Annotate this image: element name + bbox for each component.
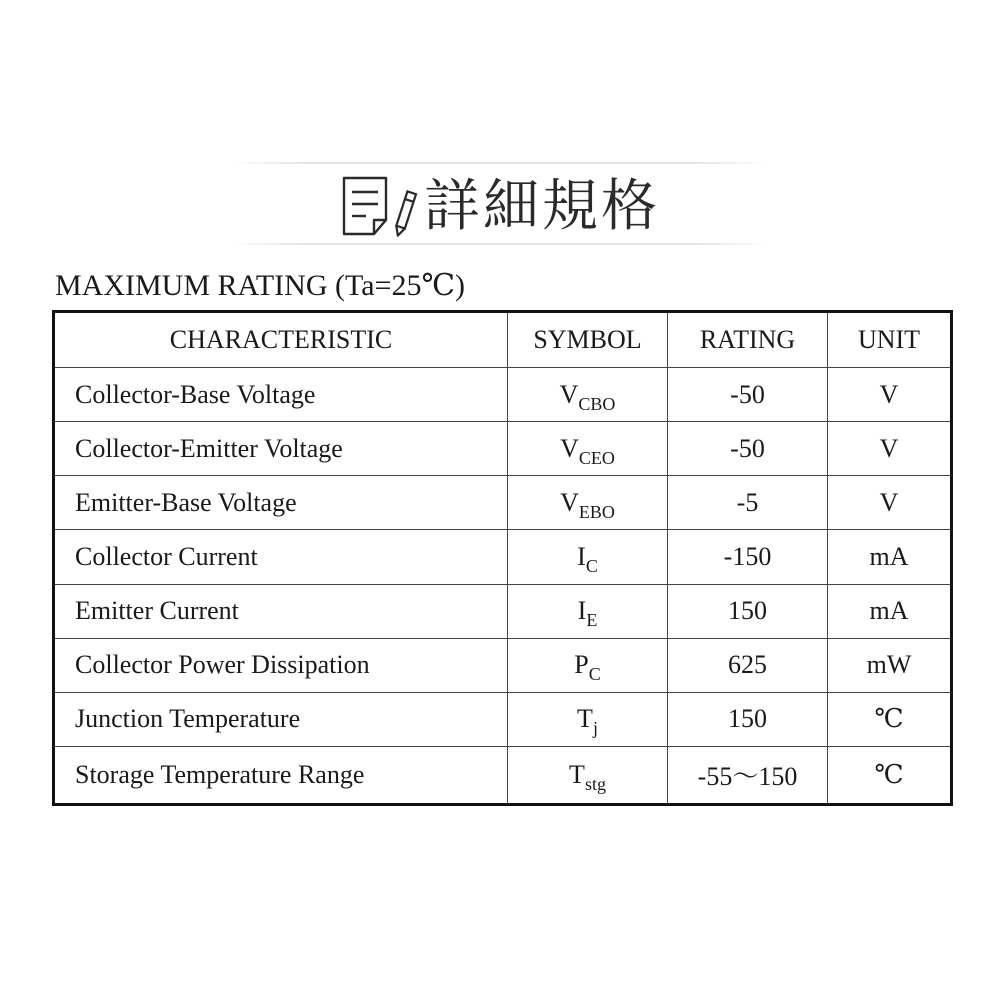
cell-characteristic: Collector Power Dissipation	[54, 638, 508, 692]
cell-symbol: $T_{stg}$	[508, 746, 668, 804]
table-row	[54, 368, 952, 422]
header-divider-bottom	[230, 243, 770, 245]
cell-symbol: $I_E$	[508, 584, 668, 638]
table-row	[54, 530, 952, 584]
section-title: MAXIMUM RATING (Ta=25℃)	[55, 269, 466, 302]
cell-unit: mW	[828, 638, 952, 692]
table-row	[54, 422, 952, 476]
header-divider-top	[230, 162, 770, 164]
table-header-row	[54, 312, 952, 368]
cell-symbol: $P_C$	[508, 638, 668, 692]
header-characteristic: CHARACTERISTIC	[54, 312, 508, 368]
cell-characteristic: Collector-Base Voltage	[54, 368, 508, 422]
header-symbol: SYMBOL	[508, 312, 668, 368]
cell-rating: -55～150	[668, 746, 828, 804]
table-row	[54, 476, 952, 530]
table-row	[54, 584, 952, 638]
spec-header	[340, 172, 660, 242]
table-row	[54, 692, 952, 746]
cell-characteristic: Storage Temperature Range	[54, 746, 508, 804]
cell-rating: -150	[668, 530, 828, 584]
cell-rating: -5	[668, 476, 828, 530]
document-pen-icon	[340, 174, 422, 240]
cell-unit: ℃	[828, 692, 952, 746]
cell-unit: V	[828, 476, 952, 530]
cell-unit: V	[828, 368, 952, 422]
cell-unit: V	[828, 422, 952, 476]
cell-symbol: $V_{EBO}$	[508, 476, 668, 530]
cell-unit: ℃	[828, 746, 952, 804]
cell-characteristic: Emitter Current	[54, 584, 508, 638]
cell-rating: 625	[668, 638, 828, 692]
header-unit: UNIT	[828, 312, 952, 368]
cell-symbol: $V_{CBO}$	[508, 368, 668, 422]
cell-unit: mA	[828, 530, 952, 584]
cell-characteristic: Collector Current	[54, 530, 508, 584]
cell-characteristic: Emitter-Base Voltage	[54, 476, 508, 530]
cell-rating: 150	[668, 692, 828, 746]
page-title: 詳細規格	[424, 174, 660, 239]
cell-rating: 150	[668, 584, 828, 638]
cell-symbol: $T_j$	[508, 692, 668, 746]
cell-rating: -50	[668, 422, 828, 476]
cell-characteristic: Junction Temperature	[54, 692, 508, 746]
table-row	[54, 638, 952, 692]
max-rating-table	[52, 310, 953, 806]
cell-characteristic: Collector-Emitter Voltage	[54, 422, 508, 476]
header-rating: RATING	[668, 312, 828, 368]
cell-rating: -50	[668, 368, 828, 422]
cell-unit: mA	[828, 584, 952, 638]
cell-symbol: $I_C$	[508, 530, 668, 584]
cell-symbol: $V_{CEO}$	[508, 422, 668, 476]
table-row	[54, 746, 952, 804]
